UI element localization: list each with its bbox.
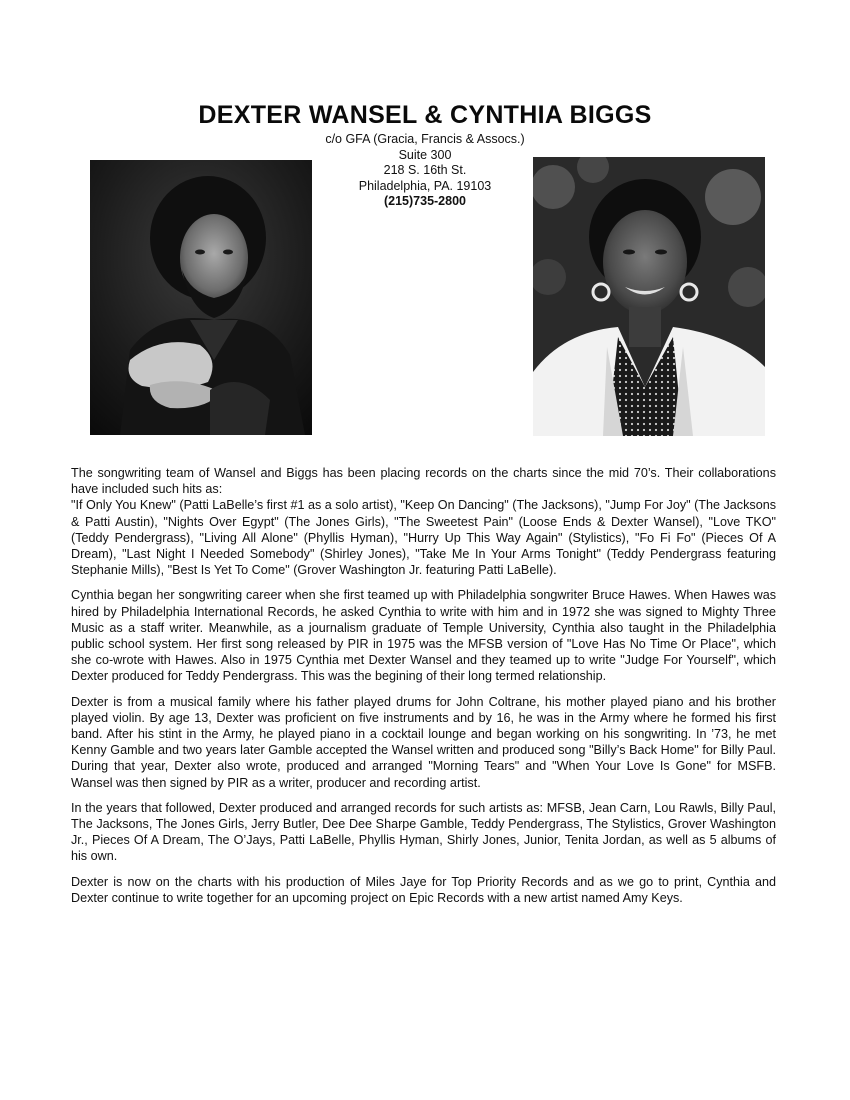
contact-phone: (215)735-2800 xyxy=(383,194,466,208)
address-line-street: 218 S. 16th St. xyxy=(383,163,467,177)
page-title: DEXTER WANSEL & CYNTHIA BIGGS xyxy=(198,101,652,129)
cynthia-biggs-photo xyxy=(533,157,765,436)
dexter-wansel-photo xyxy=(90,160,312,435)
dexter-portrait-image xyxy=(90,160,312,435)
biography-text xyxy=(71,465,776,915)
hits-paragraph: "If Only You Knew" (Patti LaBelle’s first #1 as a solo artist), "Keep On Dancing" (The Jacksons), "Jump For Joy" (The Jacksons & Patti Austin), "Nights Over Egypt" (The Jones Girls), "The Sweetest Pain" (Loose Ends & Dexter Wansel), "Love TKO" (Teddy Pendergrass), "Living All Alone" (Phyllis Hyman), "Hurry Up This Way Again" (Stylistics), "Fo Fi Fo" (Pieces Of A Dream), "Last Night I Needed Somebody" (Shirley Jones), "Take Me In Your Arms Tonight" (Teddy Pendergrass featuring Stephanie Mills), "Best Is Yet To Come" (Grover Washington Jr. featuring Patti LaBelle). xyxy=(71,498,776,578)
address-line-care-of: c/o GFA (Gracia, Francis & Assocs.) xyxy=(325,132,525,146)
contact-address-block xyxy=(300,132,550,210)
dexter-paragraph: Dexter is from a musical family where his father played drums for John Coltrane, his mother played piano and his brother played violin. By age 13, Dexter was proficient on five instruments and by 16, he was in the Army where he formed his first band. After his stint in the Army, he played piano in a cocktail lounge and began working on his songwriting. In ’73, he met Kenny Gamble and two years later Gamble accepted the Wansel written and produced song "Billy’s Back Home" for Billy Paul. During that year, Dexter also wrote, produced and arranged "Morning Tears" and "When Your Love Is Gone" for MSFB. Wansel was then signed by PIR as a writer, producer and recording artist. xyxy=(71,694,776,790)
address-line-suite: Suite 300 xyxy=(398,147,452,162)
cynthia-paragraph: Cynthia began her songwriting career when she first teamed up with Philadelphia songwriter Bruce Hawes. When Hawes was hired by Philadelphia International Records, he asked Cynthia to write with him and in 1972 she was signed to Mighty Three Music as a staff writer. Meanwhile, as a journalism graduate of Temple University, Cynthia also taught in the Philadelphia public school system. Her first song released by PIR in 1975 was the MFSB version of "Love Has No Time Or Place", which she co-wrote with Hawes. Also in 1975 Cynthia met Dexter Wansel and they teamed up to write "Judge For Yourself", which Dexter produced for Teddy Pendergrass. This was the begining of their long termed relationship. xyxy=(71,588,776,684)
cynthia-portrait-image xyxy=(533,157,765,436)
artists-paragraph: In the years that followed, Dexter produced and arranged records for such artists as: MFSB, Jean Carn, Lou Rawls, Billy Paul, The Jacksons, The Jones Girls, Jerry Butler, Dee Dee Sharpe Gamble, Teddy Pendergrass, The Stylistics, Grover Washington Jr., Pieces Of A Dream, The O’Jays, Patti LaBelle, Phyllis Hyman, Shirly Jones, Junior, Tenita Jordan, as well as 5 albums of his own. xyxy=(71,800,776,864)
intro-paragraph: The songwriting team of Wansel and Biggs has been placing records on the charts since the mid 70’s. Their collaborations have included such hits as: xyxy=(71,466,776,497)
current-paragraph: Dexter is now on the charts with his production of Miles Jaye for Top Priority Records and as we go to print, Cynthia and Dexter continue to write together for an upcoming project on Epic Records with a new artist named Amy Keys. xyxy=(71,874,776,905)
address-line-city: Philadelphia, PA. 19103 xyxy=(358,178,492,193)
